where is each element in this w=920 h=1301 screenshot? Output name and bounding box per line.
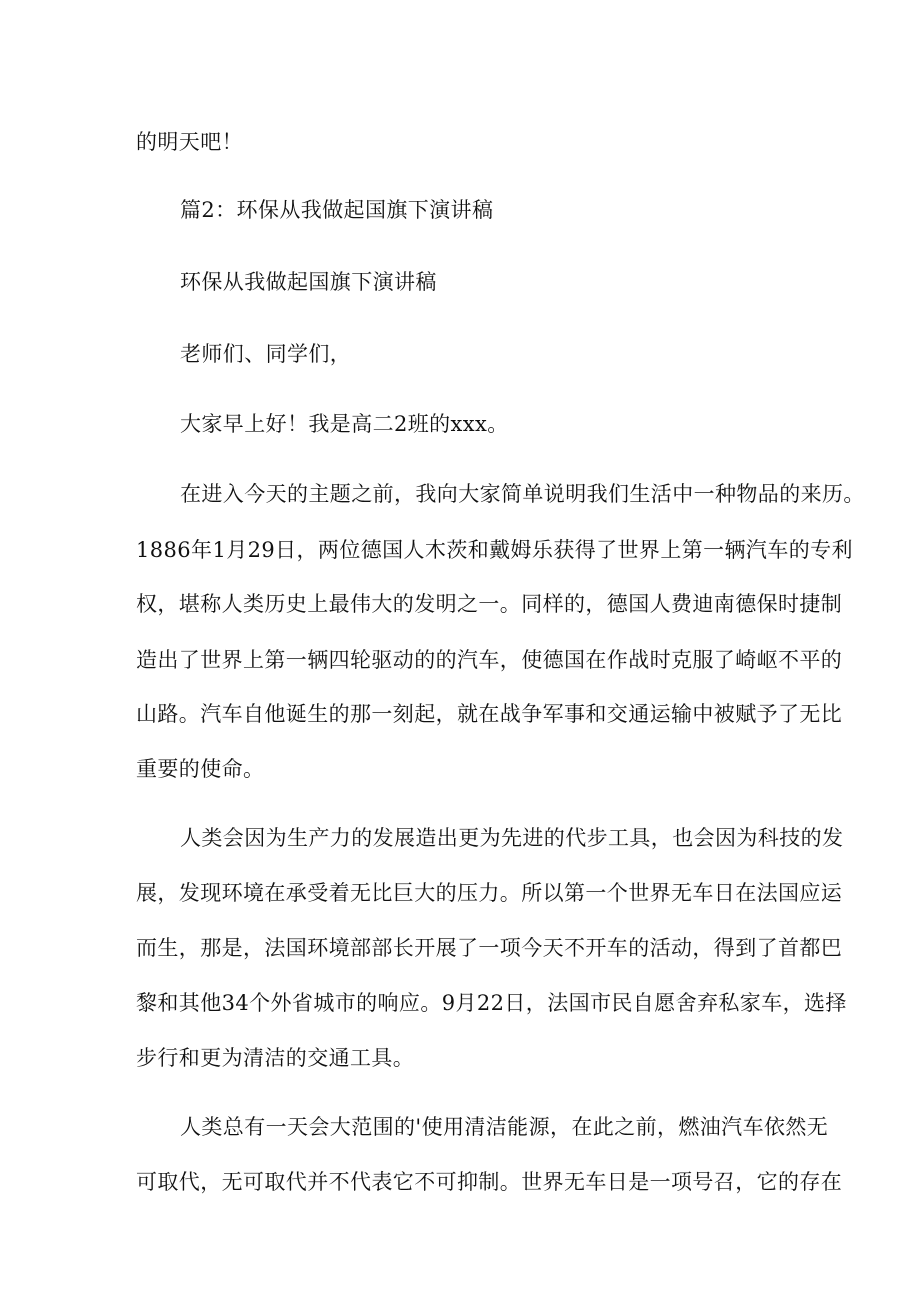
- paragraph-2-line-2: 展，发现环境在承受着无比巨大的压力。所以第一个世界无车日在法国应运: [136, 881, 843, 905]
- greeting: 大家早上好！我是高二2班的xxx。: [180, 412, 509, 436]
- salutation: 老师们、同学们，: [180, 342, 352, 366]
- paragraph-2-line-1: 人类会因为生产力的发展造出更为先进的代步工具，也会因为科技的发: [180, 826, 844, 850]
- section-heading: 篇2：环保从我做起国旗下演讲稿: [180, 198, 494, 222]
- paragraph-1-line-3: 权，堪称人类历史上最伟大的发明之一。同样的，德国人费迪南德保时捷制: [136, 592, 843, 616]
- text-line: 的明天吧！: [136, 130, 243, 154]
- speech-title: 环保从我做起国旗下演讲稿: [180, 270, 437, 294]
- paragraph-1-line-5: 山路。汽车自他诞生的那一刻起，就在战争军事和交通运输中被赋予了无比: [136, 702, 843, 726]
- paragraph-2-line-5: 步行和更为清洁的交通工具。: [136, 1046, 415, 1070]
- paragraph-3-line-1: 人类总有一天会大范围的'使用清洁能源，在此之前，燃油汽车依然无: [180, 1115, 829, 1139]
- paragraph-1-line-2: 1886年1月29日，两位德国人木茨和戴姆乐获得了世界上第一辆汽车的专利: [136, 538, 853, 562]
- paragraph-2-line-3: 而生，那是，法国环境部部长开展了一项今天不开车的活动，得到了首都巴: [136, 936, 843, 960]
- paragraph-2-line-4: 黎和其他34个外省城市的响应。9月22日，法国市民自愿舍弃私家车，选择: [136, 991, 847, 1015]
- paragraph-1-line-4: 造出了世界上第一辆四轮驱动的的汽车，使德国在作战时克服了崎岖不平的: [136, 648, 843, 672]
- paragraph-1-line-6: 重要的使命。: [136, 757, 265, 781]
- paragraph-3-line-2: 可取代，无可取代并不代表它不可抑制。世界无车日是一项号召，它的存在: [136, 1170, 843, 1194]
- paragraph-1-line-1: 在进入今天的主题之前，我向大家简单说明我们生活中一种物品的来历。: [180, 482, 865, 506]
